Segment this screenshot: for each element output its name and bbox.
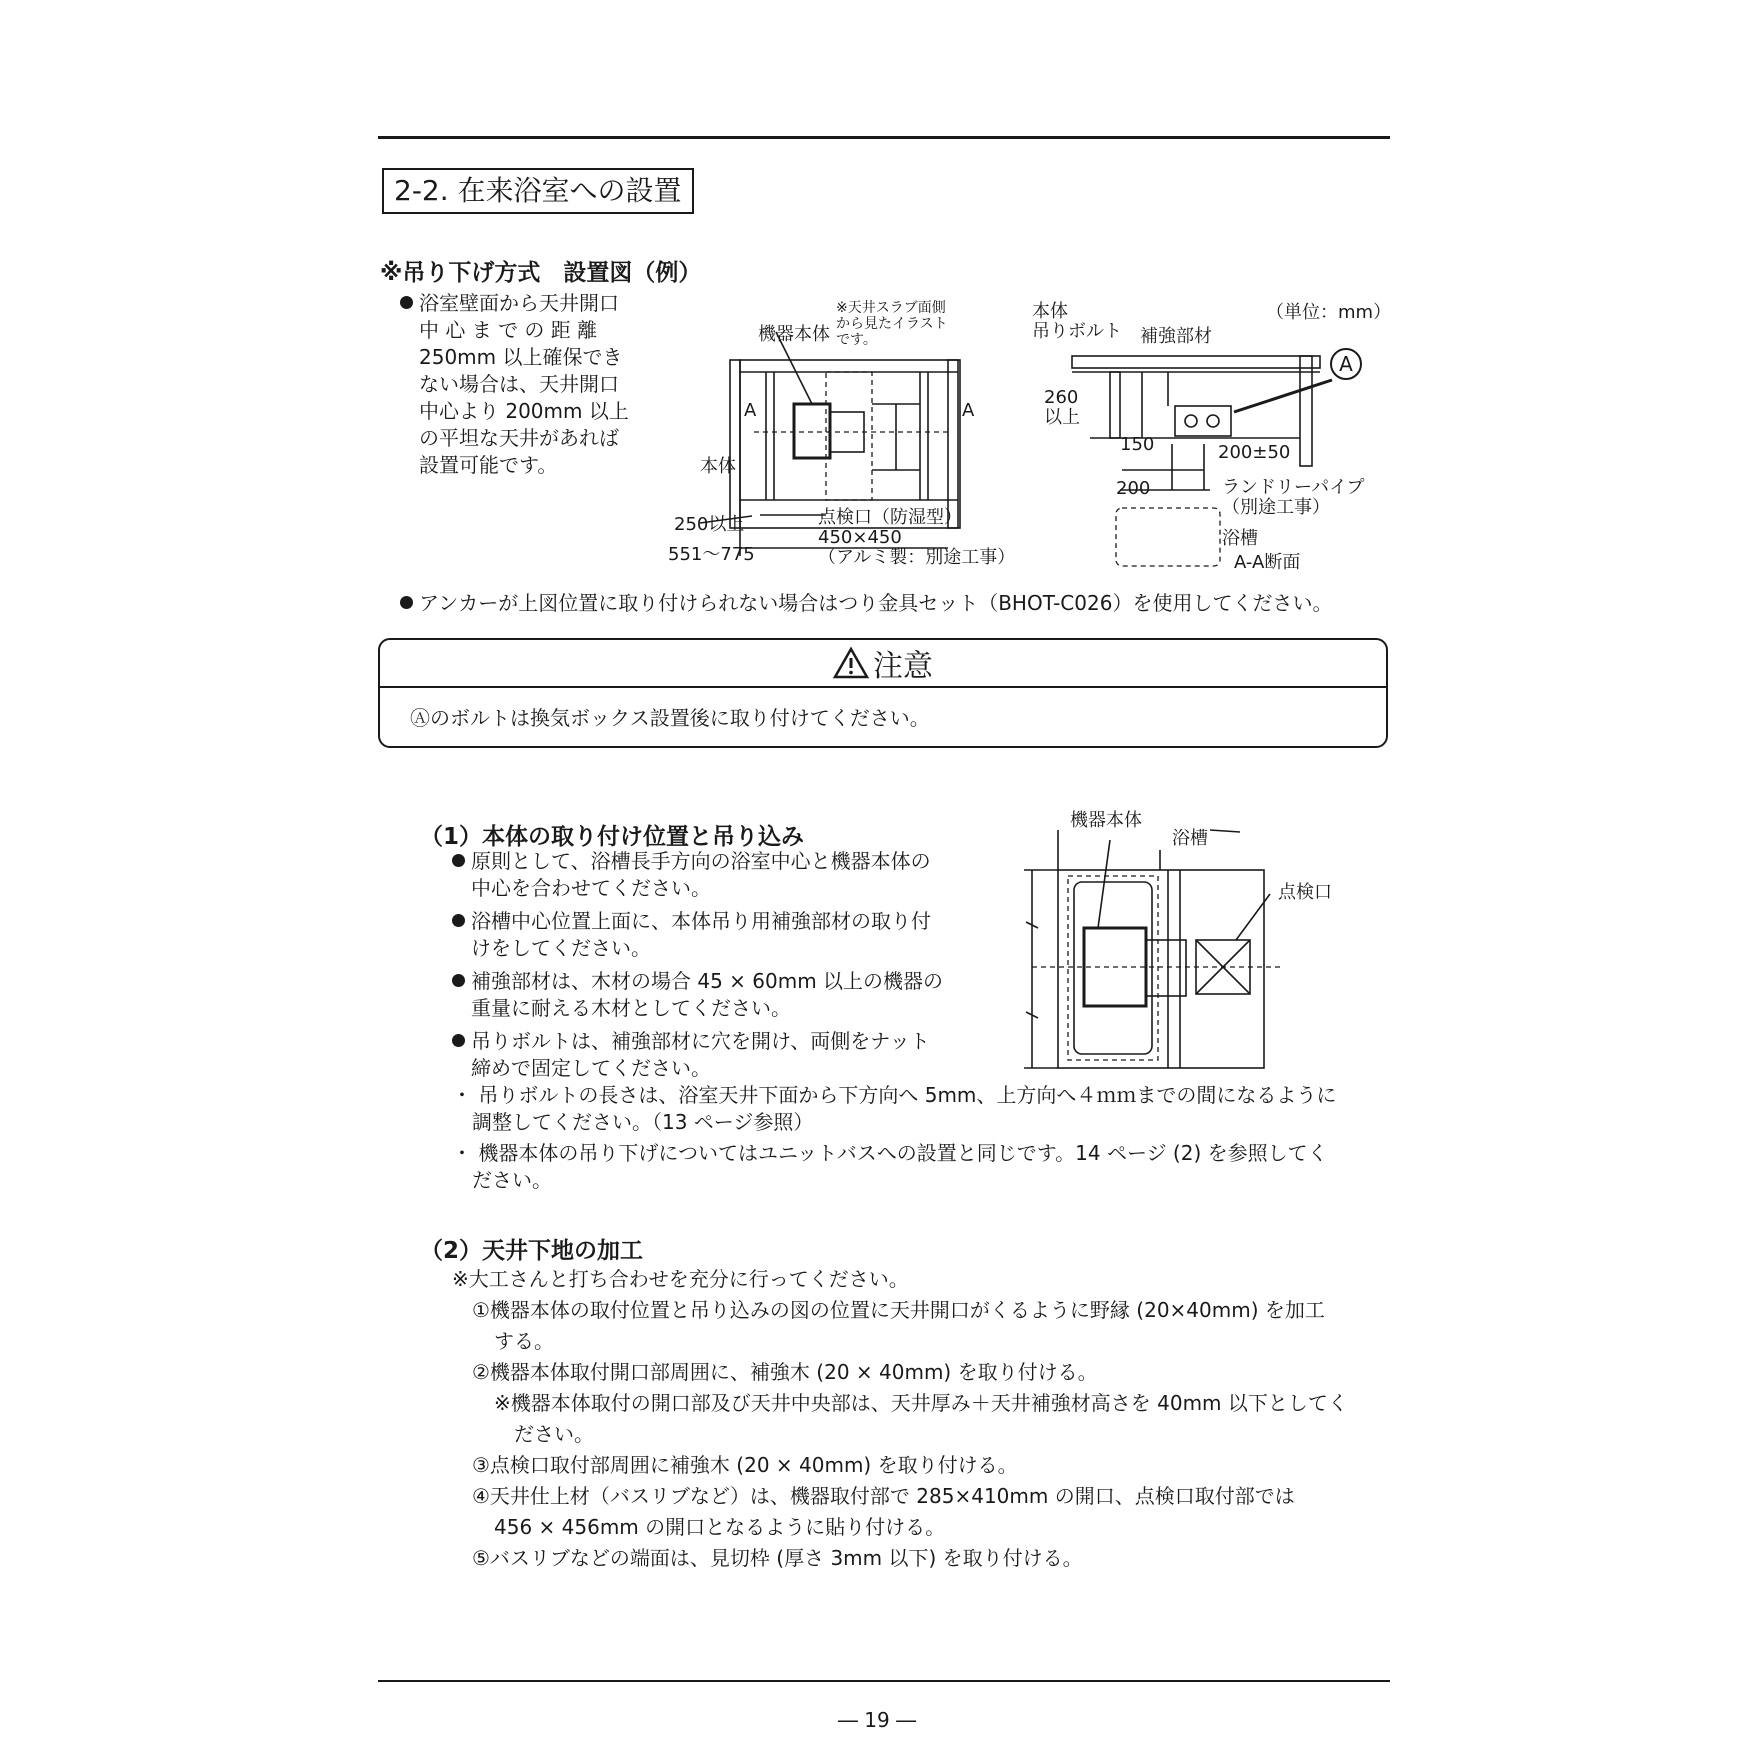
dim-200: 200: [1116, 478, 1151, 499]
caution-title: 注意: [873, 649, 933, 684]
label-reinforce: 補強部材: [1140, 326, 1212, 347]
dim-260-line: 以上: [1044, 407, 1080, 428]
part2-line: 456 × 456mm の開口となるように貼り付ける。: [494, 1515, 946, 1539]
part1-bullet-line: 原則として、浴槽長手方向の浴室中心と機器本体の: [471, 849, 931, 873]
part1-bullet-line: 締めで固定してください。: [471, 1056, 711, 1080]
part1-note-line: ださい。: [472, 1168, 552, 1192]
install-note-line: 中心より 200mm 以上: [419, 399, 629, 423]
label-aa-section: A-A断面: [1234, 552, 1301, 573]
label-section-a-left: A: [744, 400, 757, 421]
install-note-line: ない場合は、天井開口: [419, 372, 619, 396]
part2-title: （2）天井下地の加工: [420, 1238, 644, 1264]
label-main-unit: 機器本体: [758, 324, 830, 345]
install-note-line: 中 心 ま で の 距 離: [419, 318, 598, 342]
plan-label-access: 点検口: [1278, 882, 1332, 903]
plan-label-main-unit: 機器本体: [1070, 810, 1142, 831]
access-spec-line: 点検口（防湿型）: [818, 507, 962, 528]
part2-line: ④天井仕上材（バスリブなど）は、機器取付部で 285×410mm の開口、点検口取付部では: [472, 1484, 1295, 1508]
label-bolt-line: 本体: [1032, 301, 1068, 322]
page-number: ― 19 ―: [837, 1708, 917, 1732]
access-spec-line: 450×450: [818, 527, 902, 548]
part1-bullet-line: けをしてください。: [471, 936, 651, 960]
label-bolt-line: 吊りボルト: [1032, 321, 1122, 342]
dim-150: 150: [1120, 434, 1155, 455]
install-note-line: 設置可能です。: [419, 453, 558, 477]
part2-line: する。: [494, 1329, 554, 1353]
laundry-pipe-line: ランドリーパイプ: [1222, 477, 1365, 498]
part1-title: （1）本体の取り付け位置と吊り込み: [420, 824, 805, 850]
part1-note-line: ・ 機器本体の吊り下げについてはユニットバスへの設置と同じです。14 ページ (2) を参照してく: [452, 1141, 1328, 1165]
section-title: 2-2. 在来浴室への設置: [382, 168, 694, 214]
dim-551: 551～775: [668, 544, 755, 565]
circle-a-marker: A: [1330, 348, 1362, 380]
bottom-rule: [378, 1680, 1390, 1682]
install-note-line: 浴室壁面から天井開口: [419, 291, 619, 315]
part1-bullet-line: 補強部材は、木材の場合 45 × 60mm 以上の機器の: [471, 969, 944, 993]
dim-260-line: 260: [1044, 387, 1079, 408]
part2-line: ※機器本体取付の開口部及び天井中央部は、天井厚み＋天井補強材高さを 40mm 以下としてく: [494, 1391, 1348, 1415]
view-note-line: から見たイラスト: [836, 316, 948, 332]
plan-label-tub: 浴槽: [1172, 828, 1208, 849]
part1-bullet-line: 浴槽中心位置上面に、本体吊り用補強部材の取り付: [471, 909, 931, 933]
part1-bullet-line: 重量に耐える木材としてください。: [471, 996, 791, 1020]
view-note-line: ※天井スラブ面側: [836, 300, 946, 316]
part2-line: ③点検口取付部周囲に補強木 (20 × 40mm) を取り付ける。: [472, 1453, 1018, 1477]
label-body: 本体: [700, 456, 736, 477]
dim-200pm: 200±50: [1218, 442, 1291, 463]
part2-line: ⑤バスリブなどの端面は、見切枠 (厚さ 3mm 以下) を取り付ける。: [472, 1546, 1083, 1570]
dim-250: 250以上: [674, 514, 745, 535]
install-note-line: 250mm 以上確保でき: [419, 345, 623, 369]
part1-note-line: 調整してください。（13 ページ参照）: [472, 1110, 814, 1134]
part2-body: [452, 1264, 1348, 1574]
laundry-pipe-line: （別途工事）: [1222, 497, 1330, 518]
install-example-title: ※吊り下げ方式 設置図（例）: [380, 260, 702, 286]
install-note-line: の平坦な天井があれば: [419, 426, 619, 450]
anchor-note-text: アンカーが上図位置に取り付けられない場合はつり金具セット（BHOT-C026）を使用してください。: [419, 591, 1333, 615]
caution-body: Ⓐのボルトは換気ボックス設置後に取り付けてください。: [410, 706, 930, 730]
unit-label: （単位：mm）: [1266, 302, 1392, 323]
label-tub: 浴槽: [1222, 528, 1258, 549]
part1-bullet-line: 中心を合わせてください。: [471, 876, 711, 900]
part2-line: ださい。: [514, 1422, 594, 1446]
part2-line: ①機器本体の取付位置と吊り込みの図の位置に天井開口がくるように野縁 (20×40mm) を加工: [472, 1298, 1325, 1322]
part2-line: ②機器本体取付開口部周囲に、補強木 (20 × 40mm) を取り付ける。: [472, 1360, 1098, 1384]
view-note-line: です。: [836, 332, 877, 348]
label-section-a-right: A: [962, 400, 975, 421]
part1-bullet-line: 吊りボルトは、補強部材に穴を開け、両側をナット: [471, 1029, 930, 1053]
part2-line: ※大工さんと打ち合わせを充分に行ってください。: [452, 1267, 909, 1291]
part1-note-line: ・ 吊りボルトの長さは、浴室天井下面から下方向へ 5mm、上方向へ４ｍｍまでの間になるように: [452, 1083, 1337, 1107]
access-spec-line: （アルミ製：別途工事）: [818, 547, 1016, 568]
